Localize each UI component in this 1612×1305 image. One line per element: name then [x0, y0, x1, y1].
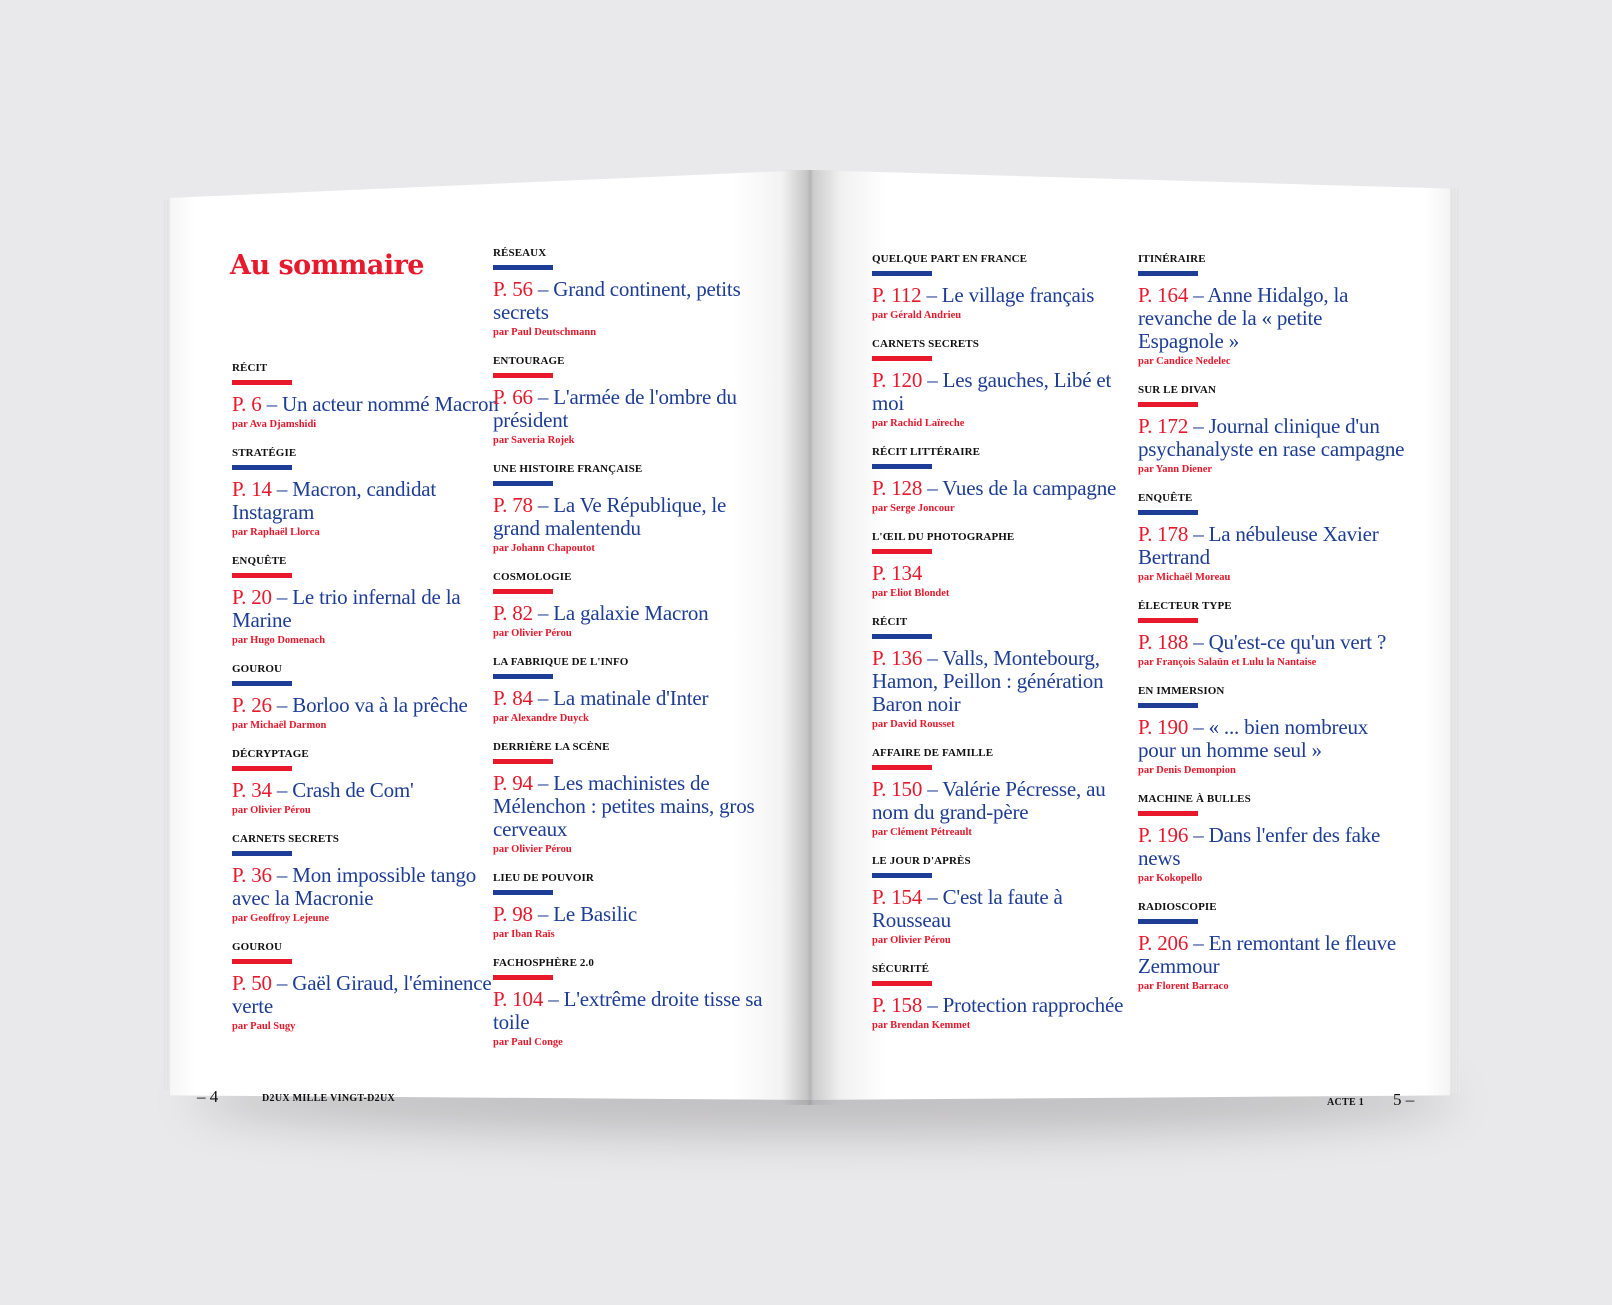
entry-title: [232, 393, 502, 416]
section-rule: [232, 766, 292, 771]
entry-author: par Hugo Domenach: [232, 635, 326, 646]
entry-title-text: – Qu'est-ce qu'un vert ?: [1193, 630, 1387, 654]
entry-page-number: P. 120: [872, 368, 923, 392]
entry-author: par François Salaün et Lulu la Nantaise: [1138, 657, 1317, 668]
entry-page-number: P. 98: [493, 902, 533, 926]
contents-entry: [1138, 901, 1408, 993]
entry-author: par Iban Raïs: [493, 929, 555, 940]
contents-entry: [493, 741, 763, 856]
entry-title-text: – L'armée de l'ombre du président: [493, 385, 737, 432]
contents-entry: [872, 963, 1142, 1032]
entry-author: par Olivier Pérou: [232, 805, 311, 816]
entry-page-number: P. 188: [1138, 630, 1189, 654]
entry-section-label: STRATÉGIE: [232, 447, 297, 459]
entry-author: par Geoffroy Lejeune: [232, 913, 330, 924]
entry-title: [1138, 284, 1408, 353]
entry-author: par Olivier Pérou: [493, 844, 572, 855]
contents-entry: [232, 555, 502, 647]
entry-page-number: P. 154: [872, 885, 923, 909]
entry-page-number: P. 94: [493, 771, 533, 795]
entry-title: [232, 694, 502, 717]
entry-author: par Clément Pétreault: [872, 827, 972, 838]
section-rule: [1138, 811, 1198, 816]
entry-title-text: – Dans l'enfer des fake news: [1138, 823, 1381, 870]
section-rule: [493, 265, 553, 270]
entry-title-text: – Valls, Montebourg, Hamon, Peillon : génération Baron noir: [872, 646, 1104, 716]
section-rule: [1138, 703, 1198, 708]
entry-section-label: GOUROU: [232, 663, 283, 675]
entry-author: par Johann Chapoutot: [493, 543, 595, 554]
entry-page-number: P. 128: [872, 476, 923, 500]
entry-page-number: P. 14: [232, 477, 272, 501]
entry-section-label: SÉCURITÉ: [872, 963, 930, 975]
entry-page-number: P. 206: [1138, 931, 1189, 955]
entry-page-number: P. 136: [872, 646, 923, 670]
section-rule: [232, 380, 292, 385]
section-rule: [872, 356, 932, 361]
entry-title-text: – Protection rapprochée: [927, 993, 1124, 1017]
entry-page-number: P. 6: [232, 392, 262, 416]
entry-author: par Gérald Andrieu: [872, 310, 962, 321]
section-rule: [872, 981, 932, 986]
entry-author: par Kokopello: [1138, 873, 1203, 884]
contents-entry: [872, 616, 1142, 731]
entry-section-label: ÉLECTEUR TYPE: [1138, 600, 1232, 612]
entry-title: [493, 386, 763, 432]
entry-title: [232, 586, 502, 632]
section-rule: [493, 674, 553, 679]
entry-author: par Olivier Pérou: [872, 935, 951, 946]
entry-author: par Ava Djamshidi: [232, 419, 317, 430]
entry-page-number: P. 112: [872, 283, 922, 307]
contents-entry: [1138, 600, 1408, 669]
entry-section-label: GOUROU: [232, 941, 283, 953]
section-rule: [493, 759, 553, 764]
entry-title-text: – La matinale d'Inter: [537, 686, 709, 710]
entry-title-text: – Les machinistes de Mélenchon : petites mains, gros cerveaux: [493, 771, 755, 841]
entry-section-label: LIEU DE POUVOIR: [493, 872, 594, 884]
contents-entry: [1138, 384, 1408, 476]
contents-entry: [232, 663, 502, 732]
entry-section-label: LA FABRIQUE DE L'INFO: [493, 656, 629, 668]
entry-author: par Michaël Darmon: [232, 720, 327, 731]
contents-entry: [872, 747, 1142, 839]
section-rule: [232, 681, 292, 686]
entry-page-number: P. 20: [232, 585, 272, 609]
entry-title-text: – Un acteur nommé Macron: [266, 392, 499, 416]
entry-title-text: – Mon impossible tango avec la Macronie: [232, 863, 477, 910]
entry-page-number: P. 164: [1138, 283, 1189, 307]
entry-title-text: – Le village français: [926, 283, 1095, 307]
entry-title: [493, 988, 763, 1034]
section-rule: [872, 765, 932, 770]
entry-section-label: CARNETS SECRETS: [872, 338, 979, 350]
contents-entry: [232, 447, 502, 539]
contents-entry: [1138, 492, 1408, 584]
section-rule: [232, 573, 292, 578]
entry-author: par Saveria Rojek: [493, 435, 575, 446]
entry-title: [493, 772, 763, 841]
entry-title: [872, 647, 1142, 716]
section-rule: [232, 851, 292, 856]
entry-section-label: COSMOLOGIE: [493, 571, 572, 583]
entry-author: par Paul Conge: [493, 1037, 563, 1048]
entry-section-label: ENQUÊTE: [1138, 492, 1193, 504]
entry-author: par Paul Deutschmann: [493, 327, 597, 338]
entry-author: par Serge Joncour: [872, 503, 955, 514]
section-rule: [493, 975, 553, 980]
entry-page-number: P. 150: [872, 777, 923, 801]
contents-entry: [493, 355, 763, 447]
contents-entry: [232, 941, 502, 1033]
entry-page-number: P. 78: [493, 493, 533, 517]
entry-page-number: P. 26: [232, 693, 272, 717]
entry-title-text: – La galaxie Macron: [537, 601, 709, 625]
entry-title: [872, 778, 1142, 824]
entry-title: [232, 864, 502, 910]
entry-title: [1138, 932, 1408, 978]
contents-entry: [872, 855, 1142, 947]
entry-page-number: P. 50: [232, 971, 272, 995]
section-rule: [1138, 618, 1198, 623]
entry-title-text: – Anne Hidalgo, la revanche de la « petite Espagnole »: [1138, 283, 1349, 353]
section-rule: [872, 271, 932, 276]
entry-title-text: – Grand continent, petits secrets: [493, 277, 741, 324]
entry-title-text: – La nébuleuse Xavier Bertrand: [1138, 522, 1379, 569]
entry-section-label: EN IMMERSION: [1138, 685, 1225, 697]
left-running-title: D2UX MILLE VINGT-D2UX: [262, 1093, 395, 1104]
magazine-spine: [780, 170, 840, 1105]
entry-author: par Alexandre Duyck: [493, 713, 589, 724]
entry-author: par David Rousset: [872, 719, 955, 730]
entry-section-label: L'ŒIL DU PHOTOGRAPHE: [872, 531, 1015, 543]
section-rule: [872, 549, 932, 554]
contents-entry: [872, 338, 1142, 430]
entry-title: [872, 886, 1142, 932]
contents-entry: [1138, 793, 1408, 885]
entry-section-label: QUELQUE PART EN FRANCE: [872, 253, 1028, 265]
entry-section-label: MACHINE À BULLES: [1138, 793, 1251, 805]
entry-author: par Eliot Blondet: [872, 588, 950, 599]
entry-title: [1138, 631, 1408, 654]
entry-author: par Brendan Kemmet: [872, 1020, 971, 1031]
contents-entry: [493, 247, 763, 339]
entry-author: par Rachid Laïreche: [872, 418, 965, 429]
entry-title-text: – « ... bien nombreux pour un homme seul »: [1138, 715, 1369, 762]
contents-entry: [493, 571, 763, 640]
section-rule: [493, 589, 553, 594]
entry-title: [872, 994, 1142, 1017]
entry-title: [1138, 716, 1408, 762]
entry-author: par Olivier Pérou: [493, 628, 572, 639]
entry-author: par Raphaël Llorca: [232, 527, 320, 538]
entry-title: [232, 972, 502, 1018]
entry-title: [872, 369, 1142, 415]
entry-section-label: ENQUÊTE: [232, 555, 287, 567]
entry-title: [493, 903, 763, 926]
contents-column-4: [1138, 253, 1408, 1009]
entry-title: [232, 779, 502, 802]
entry-page-number: P. 190: [1138, 715, 1189, 739]
entry-title: [1138, 824, 1408, 870]
entry-author: par Denis Demonpion: [1138, 765, 1236, 776]
section-rule: [1138, 271, 1198, 276]
entry-page-number: P. 36: [232, 863, 272, 887]
entry-title: [1138, 415, 1408, 461]
entry-section-label: AFFAIRE DE FAMILLE: [872, 747, 994, 759]
entry-section-label: RÉSEAUX: [493, 247, 547, 259]
section-rule: [493, 373, 553, 378]
contents-entry: [493, 957, 763, 1049]
entry-section-label: CARNETS SECRETS: [232, 833, 339, 845]
entry-author: par Florent Barraco: [1138, 981, 1229, 992]
contents-entry: [232, 748, 502, 817]
entry-page-number: P. 66: [493, 385, 533, 409]
entry-title-text: – Le trio infernal de la Marine: [232, 585, 461, 632]
entry-page-number: P. 178: [1138, 522, 1189, 546]
entry-page-number: P. 34: [232, 778, 272, 802]
contents-heading: Au sommaire: [230, 250, 424, 281]
section-rule: [872, 634, 932, 639]
entry-section-label: UNE HISTOIRE FRANÇAISE: [493, 463, 643, 475]
entry-section-label: RÉCIT LITTÉRAIRE: [872, 446, 981, 458]
section-rule: [232, 959, 292, 964]
contents-column-1: [232, 362, 502, 1049]
entry-section-label: ENTOURAGE: [493, 355, 565, 367]
entry-page-number: P. 104: [493, 987, 544, 1011]
entry-title-text: – Le Basilic: [537, 902, 637, 926]
entry-title-text: – Macron, candidat Instagram: [232, 477, 437, 524]
entry-title: [493, 494, 763, 540]
entry-title-text: – Journal clinique d'un psychanalyste en rase campagne: [1138, 414, 1405, 461]
entry-page-number: P. 158: [872, 993, 923, 1017]
right-page-number: 5 –: [1393, 1090, 1415, 1109]
entry-section-label: RADIOSCOPIE: [1138, 901, 1217, 913]
contents-entry: [493, 656, 763, 725]
entry-title-text: – C'est la faute à Rousseau: [872, 885, 1063, 932]
entry-page-number: P. 172: [1138, 414, 1189, 438]
section-rule: [493, 481, 553, 486]
section-rule: [232, 465, 292, 470]
entry-title-text: – Valérie Pécresse, au nom du grand-père: [872, 777, 1106, 824]
entry-title-text: – En remontant le fleuve Zemmour: [1138, 931, 1397, 978]
entry-title: [493, 687, 763, 710]
entry-section-label: ITINÉRAIRE: [1138, 253, 1206, 265]
section-rule: [493, 890, 553, 895]
entry-page-number: P. 134: [872, 561, 923, 585]
contents-entry: [493, 463, 763, 555]
contents-column-2: [493, 247, 763, 1065]
contents-entry: [1138, 253, 1408, 368]
entry-author: par Michaël Moreau: [1138, 572, 1231, 583]
entry-title: [872, 284, 1142, 307]
entry-page-number: P. 82: [493, 601, 533, 625]
left-page-number: – 4: [197, 1087, 219, 1106]
entry-title-text: – Vues de la campagne: [927, 476, 1117, 500]
section-rule: [1138, 402, 1198, 407]
entry-title: [232, 478, 502, 524]
entry-title: [872, 477, 1142, 500]
entry-title: [872, 562, 1142, 585]
entry-page-number: P. 84: [493, 686, 533, 710]
entry-title: [493, 602, 763, 625]
entry-section-label: RÉCIT: [872, 616, 908, 628]
entry-author: par Candice Nedelec: [1138, 356, 1231, 367]
entry-section-label: FACHOSPHÈRE 2.0: [493, 957, 594, 969]
entry-section-label: DERRIÈRE LA SCÈNE: [493, 741, 610, 753]
entry-author: par Paul Sugy: [232, 1021, 296, 1032]
entry-title-text: – La Ve République, le grand malentendu: [493, 493, 727, 540]
section-rule: [872, 464, 932, 469]
contents-entry: [232, 362, 502, 431]
entry-page-number: P. 196: [1138, 823, 1189, 847]
entry-title: [493, 278, 763, 324]
entry-title-text: – Borloo va à la prêche: [276, 693, 468, 717]
entry-section-label: DÉCRYPTAGE: [232, 748, 309, 760]
contents-entry: [493, 872, 763, 941]
entry-title-text: – Crash de Com': [276, 778, 414, 802]
entry-section-label: SUR LE DIVAN: [1138, 384, 1217, 396]
entry-title: [1138, 523, 1408, 569]
contents-entry: [872, 446, 1142, 515]
entry-section-label: RÉCIT: [232, 362, 268, 374]
entry-title-text: – L'extrême droite tisse sa toile: [493, 987, 763, 1034]
section-rule: [872, 873, 932, 878]
contents-entry: [232, 833, 502, 925]
contents-column-3: [872, 253, 1142, 1048]
entry-page-number: P. 56: [493, 277, 533, 301]
entry-title-text: – Gaël Giraud, l'éminence verte: [232, 971, 492, 1018]
section-rule: [1138, 919, 1198, 924]
entry-section-label: LE JOUR D'APRÈS: [872, 855, 971, 867]
contents-entry: [872, 531, 1142, 600]
right-running-title: ACTE 1: [1327, 1097, 1365, 1108]
contents-entry: [1138, 685, 1408, 777]
entry-author: par Yann Diener: [1138, 464, 1213, 475]
section-rule: [1138, 510, 1198, 515]
entry-title-text: – Les gauches, Libé et moi: [872, 368, 1112, 415]
contents-entry: [872, 253, 1142, 322]
